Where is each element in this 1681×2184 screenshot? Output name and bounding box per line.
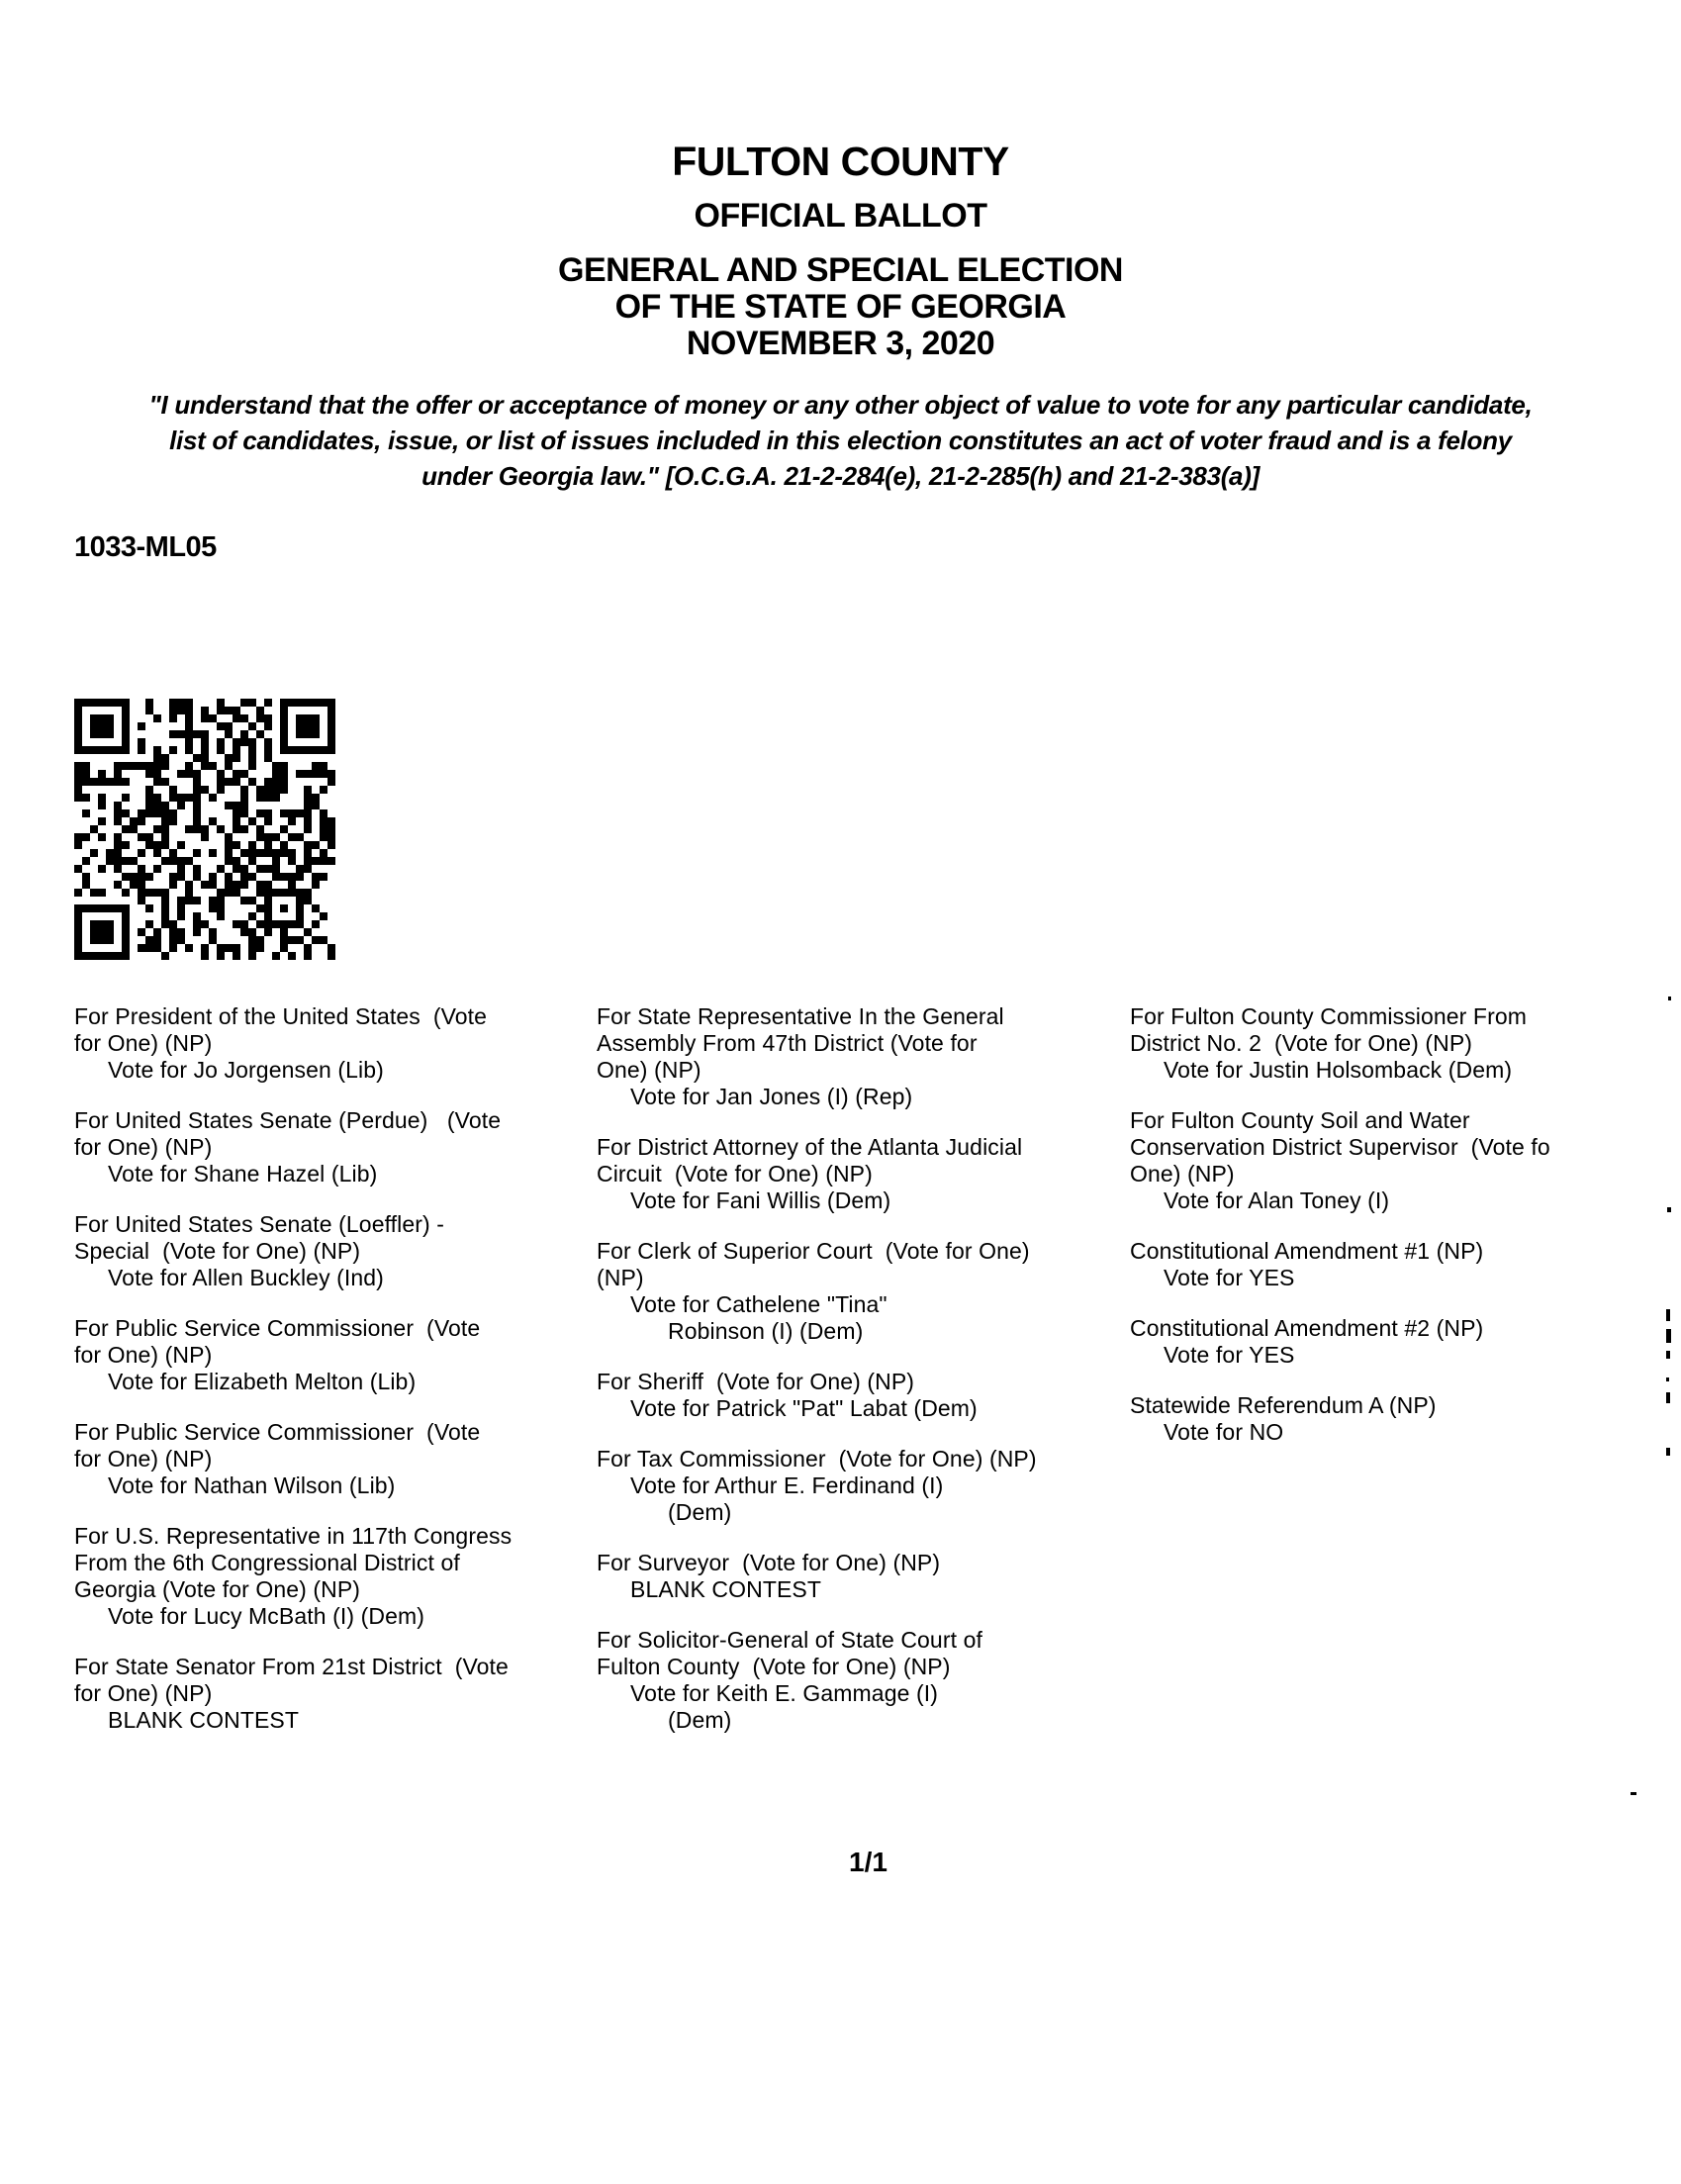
vote-for-line: Vote for Patrick "Pat" Labat (Dem) <box>630 1395 978 1421</box>
blank-contest-line: BLANK CONTEST <box>630 1576 822 1602</box>
scan-artifact <box>1666 1329 1671 1343</box>
vote-for-line: (Dem) <box>668 1499 732 1525</box>
contest-title-line: For United States Senate (Loeffler) - <box>74 1211 445 1237</box>
contest <box>1130 1003 1550 1084</box>
contest-title-line: From the 6th Congressional District of <box>74 1550 460 1575</box>
contest-title-line: For Surveyor (Vote for One) (NP) <box>597 1550 941 1575</box>
contest-title-line: Assembly From 47th District (Vote for <box>597 1030 978 1056</box>
qr-code <box>74 699 335 960</box>
contest-title-line: For District Attorney of the Atlanta Judicial <box>597 1134 1023 1160</box>
contest-title-line: District No. 2 (Vote for One) (NP) <box>1130 1030 1473 1056</box>
contest-column-3 <box>1130 1003 1550 1470</box>
contest-title-line: Constitutional Amendment #1 (NP) <box>1130 1238 1484 1264</box>
contest-title-line: (NP) <box>597 1265 644 1290</box>
contest-title-line: for One) (NP) <box>74 1134 213 1160</box>
election-title-line: NOVEMBER 3, 2020 <box>686 325 995 362</box>
contest-title-line: For Fulton County Soil and Water <box>1130 1107 1470 1133</box>
ballot-type-title: OFFICIAL BALLOT <box>694 197 987 235</box>
contest <box>597 1446 1037 1526</box>
contest-title-line: For State Representative In the General <box>597 1003 1004 1029</box>
contest-title-line: For Public Service Commissioner (Vote <box>74 1315 481 1341</box>
page-number: 1/1 <box>849 1847 887 1877</box>
contest-title-line: for One) (NP) <box>74 1446 213 1472</box>
vote-for-line: Vote for Jo Jorgensen (Lib) <box>108 1057 384 1083</box>
contest-title-line: for One) (NP) <box>74 1030 213 1056</box>
contest-title-line: Constitutional Amendment #2 (NP) <box>1130 1315 1484 1341</box>
scan-artifact <box>1666 1448 1670 1456</box>
scan-artifact <box>1666 1309 1670 1321</box>
vote-for-line: Vote for YES <box>1164 1342 1295 1368</box>
contest-title-line: For Fulton County Commissioner From <box>1130 1003 1527 1029</box>
contest-title-line: Circuit (Vote for One) (NP) <box>597 1161 873 1187</box>
vote-for-line: Vote for Elizabeth Melton (Lib) <box>108 1369 417 1394</box>
disclaimer-line: under Georgia law." [O.C.G.A. 21-2-284(e), 21-2-285(h) and 21-2-383(a)] <box>421 461 1260 491</box>
contest <box>597 1369 1037 1422</box>
contest-title-line: For State Senator From 21st District (Vote <box>74 1654 509 1679</box>
contest-column-2 <box>597 1003 1037 1757</box>
contest-title-line: For Sheriff (Vote for One) (NP) <box>597 1369 915 1394</box>
county-title: FULTON COUNTY <box>672 139 1009 184</box>
contest <box>597 1550 1037 1603</box>
contest <box>597 1003 1037 1110</box>
vote-for-line: Vote for Nathan Wilson (Lib) <box>108 1472 396 1498</box>
vote-for-line: Vote for NO <box>1164 1419 1284 1445</box>
contest <box>1130 1107 1550 1214</box>
vote-for-line: Vote for Justin Holsomback (Dem) <box>1164 1057 1513 1083</box>
contest-title-line: Conservation District Supervisor (Vote fo <box>1130 1134 1550 1160</box>
contest-title-line: One) (NP) <box>597 1057 701 1083</box>
contest <box>74 1315 512 1395</box>
vote-for-line: Vote for YES <box>1164 1265 1295 1290</box>
contest-title-line: Fulton County (Vote for One) (NP) <box>597 1654 951 1679</box>
contest <box>74 1211 512 1291</box>
vote-for-line: (Dem) <box>668 1707 732 1733</box>
voter-fraud-disclaimer <box>0 387 1681 494</box>
contest <box>74 1003 512 1084</box>
blank-contest-line: BLANK CONTEST <box>108 1707 300 1733</box>
scan-artifact <box>1667 1207 1671 1212</box>
vote-for-line: Vote for Allen Buckley (Ind) <box>108 1265 384 1290</box>
vote-for-line: Robinson (I) (Dem) <box>668 1318 864 1344</box>
contest-title-line: For Public Service Commissioner (Vote <box>74 1419 481 1445</box>
contest-title-line: Special (Vote for One) (NP) <box>74 1238 361 1264</box>
contest-title-line: For President of the United States (Vote <box>74 1003 488 1029</box>
scan-artifact <box>1666 1377 1669 1381</box>
disclaimer-line: "I understand that the offer or acceptance of money or any other object of value to vote for any particular candidate, <box>148 390 1533 420</box>
contest <box>74 1523 512 1630</box>
vote-for-line: Vote for Arthur E. Ferdinand (I) <box>630 1472 944 1498</box>
contest <box>597 1627 1037 1734</box>
vote-for-line: Vote for Lucy McBath (I) (Dem) <box>108 1603 424 1629</box>
contest-title-line: For United States Senate (Perdue) (Vote <box>74 1107 502 1133</box>
contest <box>1130 1315 1550 1369</box>
contest <box>597 1134 1037 1214</box>
contest-column-1 <box>74 1003 512 1757</box>
contest-title-line: For U.S. Representative in 117th Congress <box>74 1523 513 1549</box>
election-title-line: GENERAL AND SPECIAL ELECTION <box>558 251 1123 289</box>
ballot-style-id: 1033-ML05 <box>74 531 217 563</box>
contest-title-line: For Solicitor-General of State Court of <box>597 1627 982 1653</box>
contest-title-line: For Tax Commissioner (Vote for One) (NP) <box>597 1446 1037 1472</box>
disclaimer-line: list of candidates, issue, or list of issues included in this election constitutes an act of voter fraud and is a felony <box>169 426 1512 455</box>
vote-for-line: Vote for Alan Toney (I) <box>1164 1187 1390 1213</box>
scan-artifact <box>1666 1392 1670 1403</box>
contest <box>74 1107 512 1187</box>
scan-artifact <box>1666 1351 1670 1359</box>
scan-artifact <box>1668 997 1671 1000</box>
election-title-line: OF THE STATE OF GEORGIA <box>614 288 1067 326</box>
contest <box>1130 1392 1550 1446</box>
vote-for-line: Vote for Cathelene "Tina" <box>630 1291 887 1317</box>
contest-title-line: One) (NP) <box>1130 1161 1235 1187</box>
vote-for-line: Vote for Fani Willis (Dem) <box>630 1187 891 1213</box>
vote-for-line: Vote for Jan Jones (I) (Rep) <box>630 1084 913 1109</box>
vote-for-line: Vote for Shane Hazel (Lib) <box>108 1161 378 1187</box>
election-title <box>0 252 1681 362</box>
vote-for-line: Vote for Keith E. Gammage (I) <box>630 1680 938 1706</box>
scan-artifact <box>1631 1792 1636 1795</box>
contest-title-line: Georgia (Vote for One) (NP) <box>74 1576 361 1602</box>
contest-title-line: for One) (NP) <box>74 1342 213 1368</box>
contest-title-line: for One) (NP) <box>74 1680 213 1706</box>
contest-title-line: For Clerk of Superior Court (Vote for One) <box>597 1238 1030 1264</box>
contest <box>74 1419 512 1499</box>
contest <box>1130 1238 1550 1291</box>
contest <box>74 1654 512 1734</box>
contest <box>597 1238 1037 1345</box>
contest-title-line: Statewide Referendum A (NP) <box>1130 1392 1437 1418</box>
